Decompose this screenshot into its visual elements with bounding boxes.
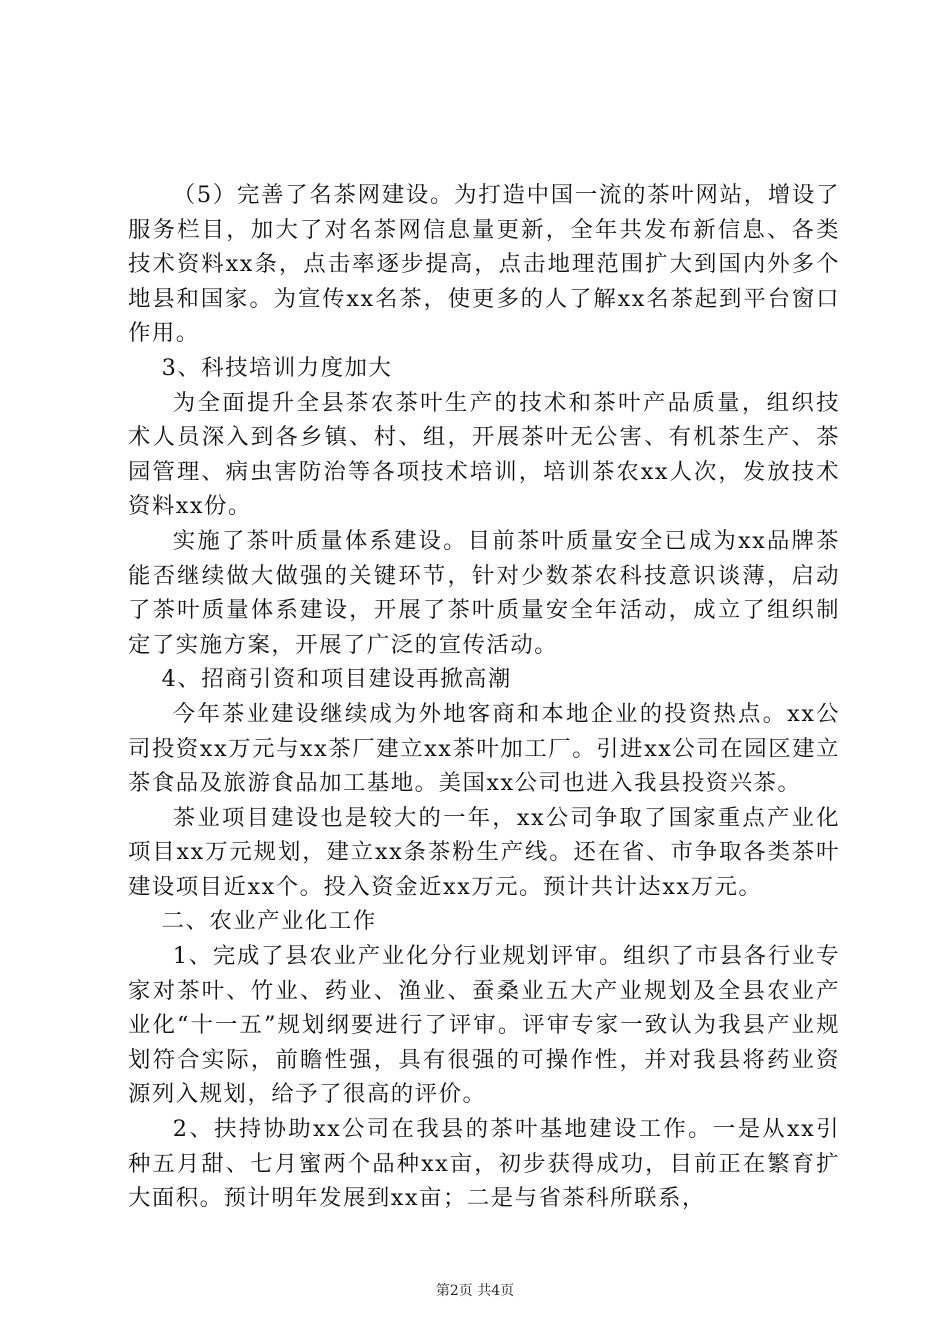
- paragraph-planning-review: 1、完成了县农业产业化分行业规划评审。组织了市县各行业专家对茶叶、竹业、药业、渔业、蚕桑业五大产业规划及全县农业产业化“十一五”规划纲要进行了评审。评审专家一致认为我县产业规划符合实际，前瞻性强，具有很强的可操作性，并对我县将药业资源列入规划，给予了很高的评价。: [128, 943, 840, 1108]
- paragraph-training-details: 为全面提升全县茶农茶叶生产的技术和茶叶产品质量，组织技术人员深入到各乡镇、村、组，开展茶叶无公害、有机茶生产、茶园管理、病虫害防治等各项技术培训，培训茶农xx人次，发放技术资料xx份。: [128, 389, 840, 520]
- paragraph-base-construction: 2、扶持协助xx公司在我县的茶叶基地建设工作。一是从xx引种五月甜、七月蜜两个品种xx亩，初步获得成功，目前正在繁育扩大面积。预计明年发展到xx亩；二是与省茶科所联系，: [128, 1116, 840, 1212]
- paragraph-quality-system: 实施了茶叶质量体系建设。目前茶叶质量安全已成为xx品牌茶能否继续做大做强的关键环节，针对少数茶农科技意识谈薄，启动了茶叶质量体系建设，开展了茶叶质量安全年活动，成立了组织制定了实施方案，开展了广泛的宣传活动。: [128, 527, 840, 658]
- page-number-footer: 第2页 共4页: [435, 1283, 515, 1299]
- heading-investment: 4、招商引资和项目建设再掀高潮: [161, 666, 512, 693]
- paragraph-tea-website: （5）完善了名茶网建设。为打造中国一流的茶叶网站，增设了服务栏目，加大了对名茶网信息量更新，全年共发布新信息、各类技术资料xx条，点击率逐步提高，点击地理范围扩大到国内外多个地县和国家。为宣传xx名茶，使更多的人了解xx名茶起到平台窗口作用。: [128, 182, 840, 347]
- heading-tech-training: 3、科技培训力度加大: [161, 354, 393, 381]
- document-body: [128, 178, 840, 1216]
- paragraph-project-construction: 茶业项目建设也是较大的一年，xx公司争取了国家重点产业化项目xx万元规划，建立xx条茶粉生产线。还在省、市争取各类茶叶建设项目近xx个。投入资金近xx万元。预计共计达xx万元。: [128, 804, 840, 900]
- heading-agri-industrialization: 二、农业产业化工作: [161, 908, 377, 935]
- paragraph-investment-details: 今年茶业建设继续成为外地客商和本地企业的投资热点。xx公司投资xx万元与xx茶厂建立xx茶叶加工厂。引进xx公司在园区建立茶食品及旅游食品加工基地。美国xx公司也进入我县投资兴茶。: [128, 700, 840, 797]
